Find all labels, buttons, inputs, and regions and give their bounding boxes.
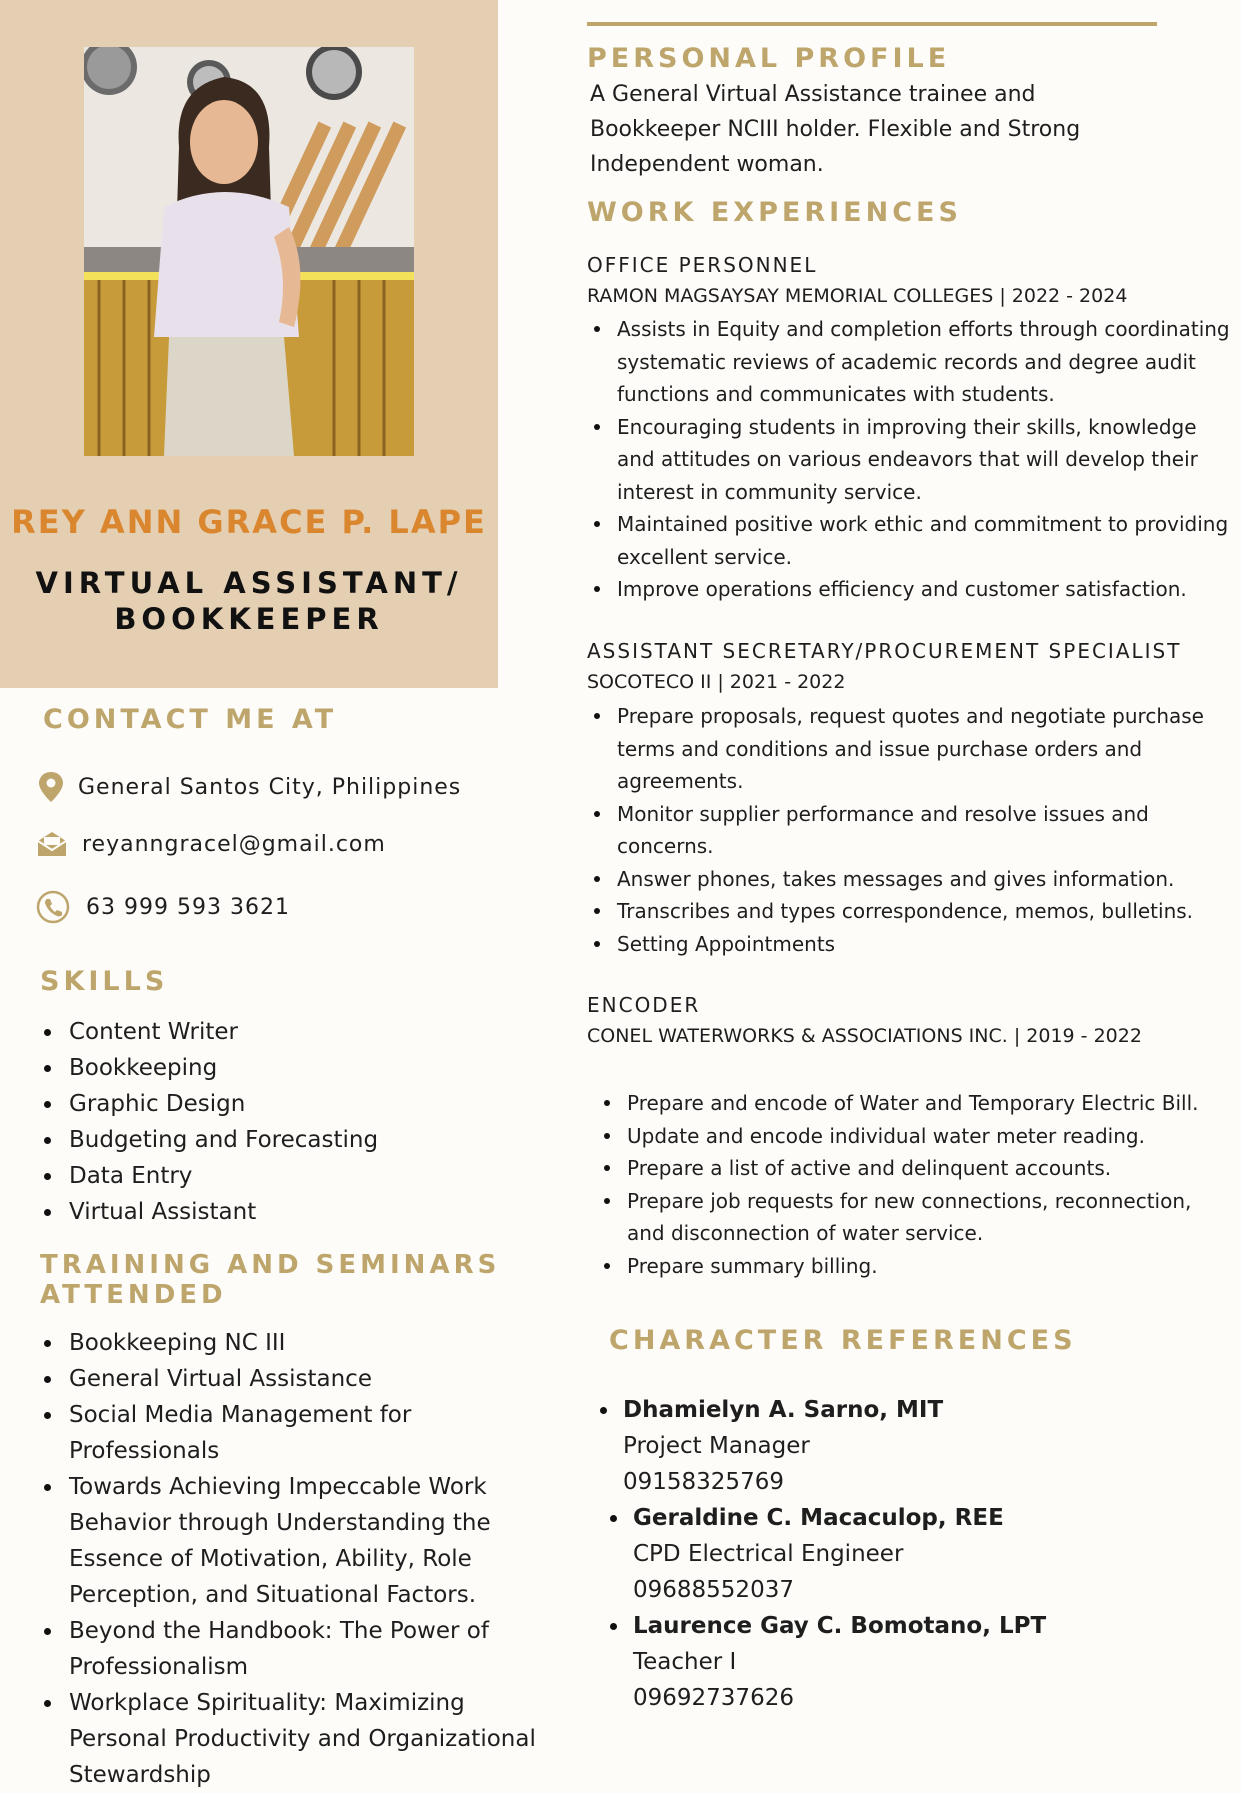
profile-heading: PERSONAL PROFILE	[587, 43, 951, 74]
list-item: Content Writer	[37, 1014, 497, 1050]
list-item: Prepare proposals, request quotes and negotiate purchase terms and conditions and issue purchase orders and agreements.	[590, 700, 1230, 798]
list-item: Answer phones, takes messages and gives information.	[590, 863, 1230, 896]
reference-position: Project Manager	[623, 1433, 810, 1459]
reference-name: Dhamielyn A. Sarno, MIT	[596, 1392, 1096, 1428]
references-heading: CHARACTER REFERENCES	[609, 1325, 1077, 1356]
skills-list	[37, 1014, 497, 1230]
profile-text: A General Virtual Assistance trainee and Bookkeeper NCIII holder. Flexible and Strong Independent woman.	[590, 82, 1081, 177]
contact-email	[36, 830, 386, 858]
candidate-role	[0, 565, 498, 637]
training-heading-line-2: ATTENDED	[40, 1280, 227, 1310]
reference-entry	[596, 1392, 1096, 1500]
work-heading: WORK EXPERIENCES	[587, 197, 962, 228]
list-item: Data Entry	[37, 1158, 497, 1194]
reference-phone: 09692737626	[633, 1685, 794, 1711]
job-bullets	[590, 700, 1230, 960]
candidate-name: REY ANN GRACE P. LAPE	[11, 503, 487, 541]
reference-position: Teacher I	[633, 1649, 737, 1675]
job-org: RAMON MAGSAYSAY MEMORIAL COLLEGES | 2022 - 2024	[587, 285, 1128, 307]
list-item: Prepare and encode of Water and Temporary Electric Bill.	[600, 1087, 1230, 1120]
list-item: Assists in Equity and completion efforts through coordinating systematic reviews of academic records and degree audit functions and communicates with students.	[590, 313, 1230, 411]
contact-phone	[36, 890, 290, 924]
list-item: Improve operations efficiency and customer satisfaction.	[590, 573, 1230, 606]
envelope-icon	[36, 830, 68, 858]
job-title: OFFICE PERSONNEL	[587, 253, 818, 277]
job-bullets	[590, 313, 1230, 606]
list-item: Prepare a list of active and delinquent accounts.	[600, 1152, 1230, 1185]
list-item: Budgeting and Forecasting	[37, 1122, 497, 1158]
list-item: Maintained positive work ethic and commitment to providing excellent service.	[590, 508, 1230, 573]
list-item: Virtual Assistant	[37, 1194, 497, 1230]
list-item: Prepare summary billing.	[600, 1250, 1230, 1283]
job-org: SOCOTECO II | 2021 - 2022	[587, 671, 846, 693]
list-item: Towards Achieving Impeccable Work Behavior through Understanding the Essence of Motivation, Ability, Role Perception, and Situational Factors.	[37, 1469, 567, 1613]
list-item: Monitor supplier performance and resolve issues and concerns.	[590, 798, 1230, 863]
job-title: ENCODER	[587, 993, 701, 1017]
contact-location	[36, 771, 461, 803]
phone-icon	[36, 890, 70, 924]
reference-phone: 09158325769	[623, 1469, 784, 1495]
list-item: Bookkeeping NC III	[37, 1325, 567, 1361]
training-list	[37, 1325, 567, 1793]
list-item: Workplace Spirituality: Maximizing Personal Productivity and Organizational Stewardship	[37, 1685, 567, 1793]
training-heading	[40, 1250, 500, 1310]
skills-heading: SKILLS	[40, 966, 169, 997]
list-item: Beyond the Handbook: The Power of Professionalism	[37, 1613, 567, 1685]
contact-heading: CONTACT ME AT	[43, 704, 338, 735]
list-item: Transcribes and types correspondence, memos, bulletins.	[590, 895, 1230, 928]
list-item: Graphic Design	[37, 1086, 497, 1122]
reference-phone: 09688552037	[633, 1577, 794, 1603]
list-item: Bookkeeping	[37, 1050, 497, 1086]
job-org: CONEL WATERWORKS & ASSOCIATIONS INC. | 2019 - 2022	[587, 1025, 1142, 1047]
list-item: Setting Appointments	[590, 928, 1230, 961]
role-line-2: BOOKKEEPER	[114, 602, 384, 636]
list-item: General Virtual Assistance	[37, 1361, 567, 1397]
reference-entry	[606, 1500, 1106, 1608]
location-text: General Santos City, Philippines	[78, 774, 462, 800]
reference-name: Geraldine C. Macaculop, REE	[606, 1500, 1106, 1536]
role-line-1: VIRTUAL ASSISTANT/	[35, 566, 463, 600]
job-title: ASSISTANT SECRETARY/PROCUREMENT SPECIALIST	[587, 639, 1182, 663]
phone-text: 63 999 593 3621	[86, 894, 290, 920]
list-item: Encouraging students in improving their skills, knowledge and attitudes on various endeavors that will develop their interest in community service.	[590, 411, 1230, 509]
reference-name: Laurence Gay C. Bomotano, LPT	[606, 1608, 1106, 1644]
reference-entry	[606, 1608, 1106, 1716]
reference-position: CPD Electrical Engineer	[633, 1541, 904, 1567]
job-bullets	[600, 1087, 1230, 1282]
location-pin-icon	[36, 771, 66, 803]
list-item: Social Media Management for Professionals	[37, 1397, 567, 1469]
list-item: Prepare job requests for new connections, reconnection, and disconnection of water service.	[600, 1185, 1230, 1250]
profile-photo-illustration	[84, 47, 414, 456]
email-text[interactable]: reyanngracel@gmail.com	[82, 831, 386, 857]
list-item: Update and encode individual water meter reading.	[600, 1120, 1230, 1153]
top-divider	[587, 22, 1157, 26]
training-heading-line-1: TRAINING AND SEMINARS	[40, 1250, 501, 1280]
profile-photo	[84, 47, 414, 456]
